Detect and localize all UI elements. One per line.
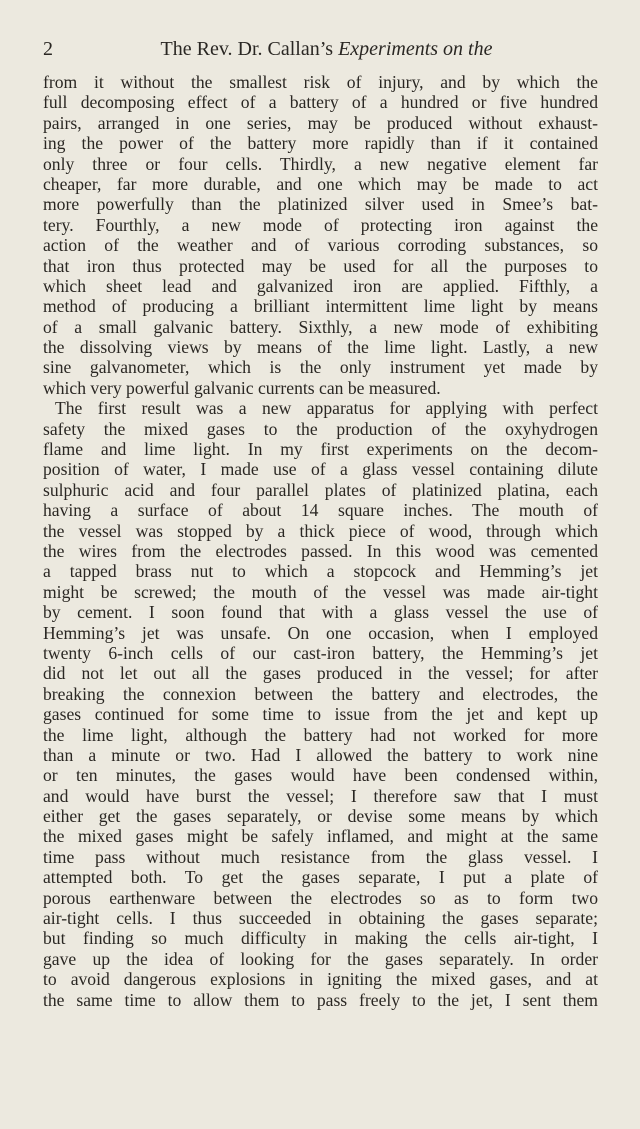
text-line: full decomposing effect of a battery of a hundred or five hundred [43, 92, 598, 113]
text-line: action of the weather and of various corroding substances, so [43, 235, 598, 256]
text-line: the wires from the electrodes passed. In this wood was cemented [43, 540, 598, 561]
page-number: 2 [43, 38, 53, 60]
text-line: method of producing a brilliant intermittent lime light by means [43, 296, 598, 317]
text-line: of a small galvanic battery. Sixthly, a new mode of exhibiting [43, 316, 598, 337]
text-line: the dissolving views by means of the lime light. Lastly, a new [43, 337, 598, 358]
text-line: or ten minutes, the gases would have been condensed within, [43, 765, 598, 786]
text-line: gases continued for some time to issue from the jet and kept up [43, 704, 598, 725]
text-line: Hemming’s jet was unsafe. On one occasion, when I employed [43, 622, 598, 643]
text-line: tery. Fourthly, a new mode of protecting iron against the [43, 214, 598, 235]
text-line: either get the gases separately, or devise some means by which [43, 806, 598, 827]
text-line: pairs, arranged in one series, may be produced without exhaust- [43, 112, 598, 133]
text-line: gave up the idea of looking for the gases separately. In order [43, 948, 598, 969]
text-line: cheaper, far more durable, and one which may be made to act [43, 173, 598, 194]
text-line: than a minute or two. Had I allowed the battery to work nine [43, 744, 598, 765]
text-line: by cement. I soon found that with a glass vessel the use of [43, 602, 598, 623]
text-line: the vessel was stopped by a thick piece of wood, through which [43, 520, 598, 541]
text-line: the lime light, although the battery had not worked for more [43, 724, 598, 745]
text-line: flame and lime light. In my first experiments on the decom- [43, 439, 598, 460]
body-text [43, 72, 598, 1010]
text-line: porous earthenware between the electrodes so as to form two [43, 887, 598, 908]
text-line: air-tight cells. I thus succeeded in obtaining the gases separate; [43, 908, 598, 929]
text-line: did not let out all the gases produced in the vessel; for after [43, 663, 598, 684]
text-line: sine galvanometer, which is the only instrument yet made by [43, 357, 598, 378]
paragraph-first-line: The first result was a new apparatus for applying with perfect [55, 398, 598, 419]
text-line: might be screwed; the mouth of the vessel was made air-tight [43, 581, 598, 602]
text-line: from it without the smallest risk of injury, and by which the [43, 72, 598, 92]
text-line: which sheet lead and galvanized iron are applied. Fifthly, a [43, 275, 598, 296]
text-line: time pass without much resistance from the glass vessel. I [43, 846, 598, 867]
text-line: safety the mixed gases to the production of the oxyhydrogen [43, 418, 598, 439]
running-title [43, 36, 598, 62]
text-line: breaking the connexion between the battery and electrodes, the [43, 683, 598, 704]
text-line: twenty 6-inch cells of our cast-iron battery, the Hemming’s jet [43, 642, 598, 663]
running-title-italic: Experiments on the [338, 38, 493, 60]
text-line: position of water, I made use of a glass vessel containing dilute [43, 459, 598, 480]
text-line: only three or four cells. Thirdly, a new negative element far [43, 153, 598, 174]
running-head [43, 36, 598, 62]
text-line: sulphuric acid and four parallel plates of platinized platina, each [43, 479, 598, 500]
text-line: more powerfully than the platinized silver used in Smee’s bat- [43, 194, 598, 215]
text-line: that iron thus protected may be used for all the purposes to [43, 255, 598, 276]
text-line: and would have burst the vessel; I therefore saw that I must [43, 785, 598, 806]
text-line: attempted both. To get the gases separate, I put a plate of [43, 867, 598, 888]
text-line: the same time to allow them to pass freely to the jet, I sent them [43, 989, 598, 1010]
text-line: but finding so much difficulty in making the cells air-tight, I [43, 928, 598, 949]
text-line: the mixed gases might be safely inflamed, and might at the same [43, 826, 598, 847]
text-line: ing the power of the battery more rapidly than if it contained [43, 133, 598, 154]
text-line: having a surface of about 14 square inches. The mouth of [43, 500, 598, 521]
text-line: to avoid dangerous explosions in igniting the mixed gases, and at [43, 969, 598, 990]
text-line: a tapped brass nut to which a stopcock and Hemming’s jet [43, 561, 598, 582]
text-line: which very powerful galvanic currents can be measured. [43, 377, 441, 398]
running-title-roman: The Rev. Dr. Callan’s [160, 38, 339, 60]
